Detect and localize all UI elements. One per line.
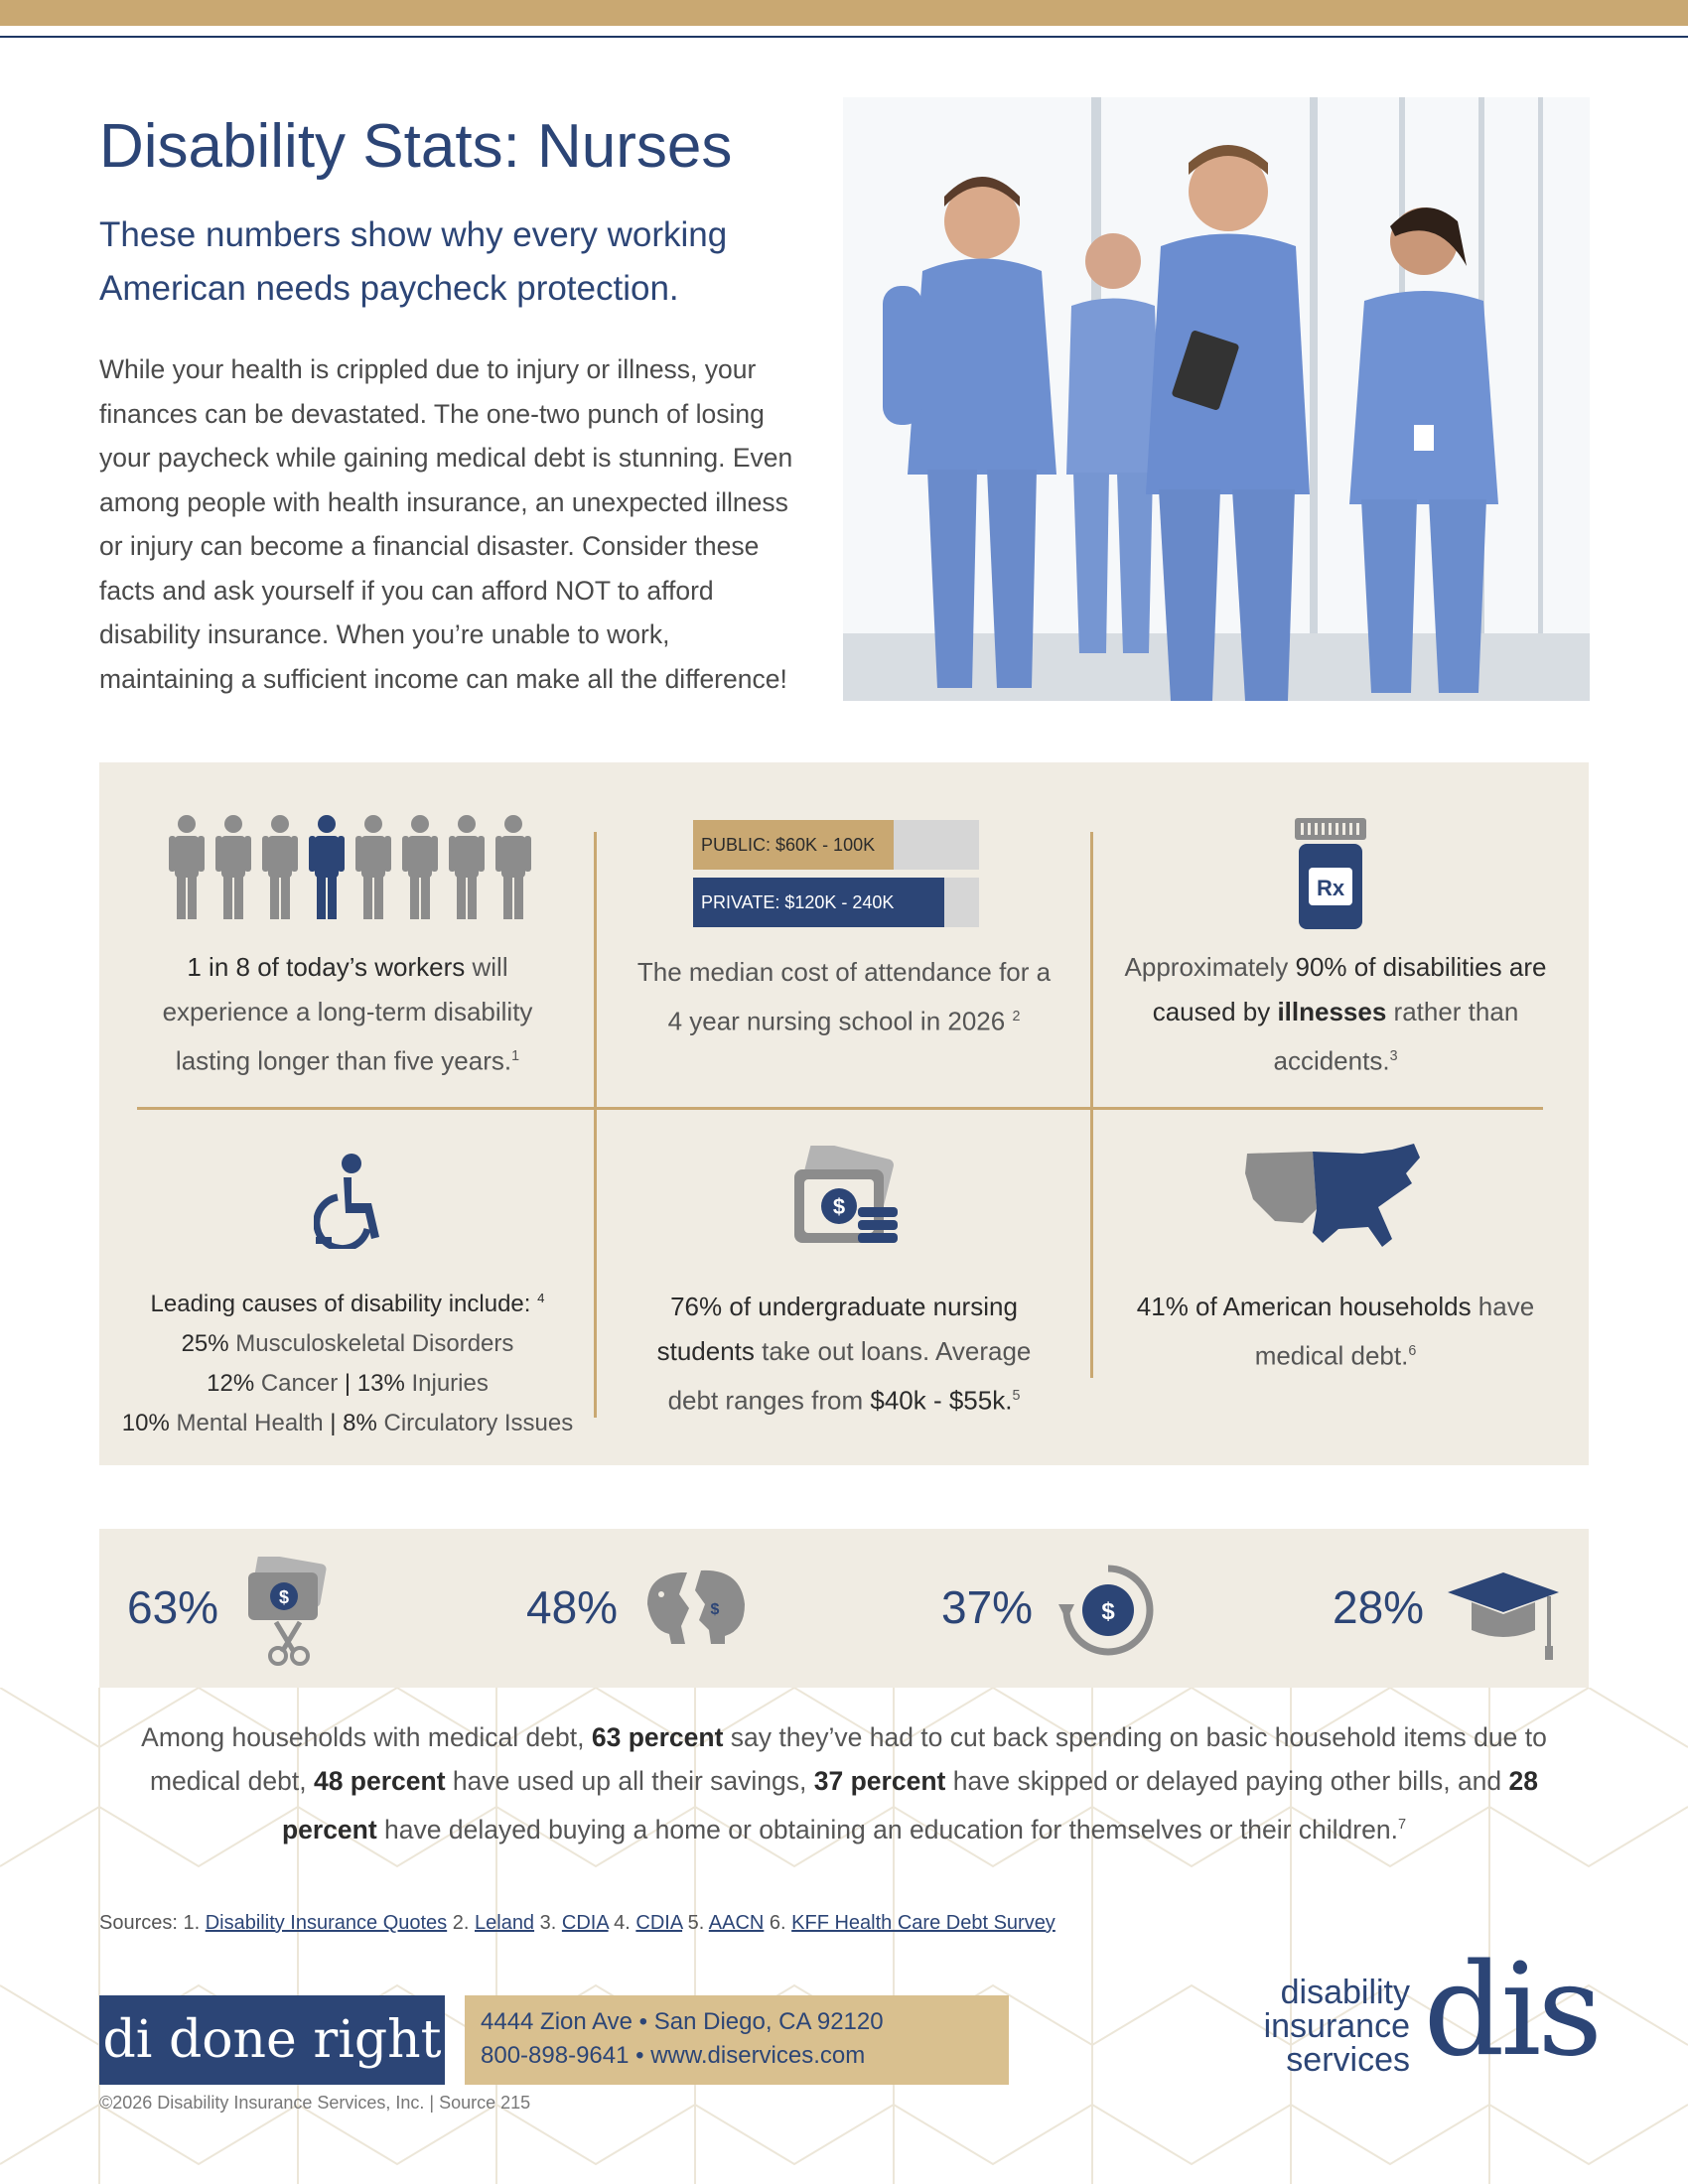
causes-3a-pct: 10% bbox=[121, 1410, 170, 1436]
money-scissors-icon bbox=[244, 1557, 334, 1668]
causes-2a-pct: 12% bbox=[207, 1370, 255, 1397]
causes-2b-pct: 13% bbox=[351, 1370, 405, 1397]
causes-2-sep: | bbox=[344, 1370, 352, 1397]
causes-3-sep: | bbox=[330, 1410, 337, 1436]
causes-3a-text: Mental Health bbox=[169, 1410, 331, 1436]
causes-heading-line bbox=[114, 1279, 581, 1324]
broken-piggy-bank-icon bbox=[641, 1565, 749, 1648]
copyright: ©2026 Disability Insurance Services, Inc. | Source 215 bbox=[99, 2093, 531, 2113]
panel-divider-v1 bbox=[594, 832, 597, 1418]
stat-causes-text bbox=[114, 1279, 581, 1443]
logo-line-1: disability bbox=[1280, 1974, 1410, 2011]
recurring-payment-icon bbox=[1058, 1561, 1158, 1660]
dis-logo bbox=[1241, 1937, 1599, 2095]
stat-debt-rest: have medical debt. bbox=[1254, 1292, 1535, 1371]
contact-box bbox=[465, 1995, 1009, 2085]
stat-debt-strong: 41% of American households bbox=[1136, 1292, 1472, 1321]
causes-line-2 bbox=[114, 1364, 581, 1404]
brand-tagline: di done right bbox=[99, 1995, 445, 2085]
panel-divider-h bbox=[137, 1107, 1543, 1110]
svg-text:$: $ bbox=[710, 1601, 720, 1618]
footnote-3: 3 bbox=[1389, 1048, 1398, 1064]
source-num-5: 5. bbox=[682, 1912, 705, 1934]
pct-48: 48% bbox=[526, 1581, 619, 1633]
pct-63: 63% bbox=[127, 1581, 219, 1633]
stat-loans-text bbox=[635, 1285, 1053, 1424]
phone-web-line[interactable]: 800-898-9641 • www.diservices.com bbox=[481, 2042, 866, 2069]
footnote-6: 6 bbox=[1408, 1343, 1417, 1359]
source-link-3[interactable]: CDIA bbox=[561, 1912, 609, 1934]
causes-2b-text: Injuries bbox=[404, 1370, 489, 1397]
causes-line-1 bbox=[114, 1324, 581, 1364]
stat-debt-text bbox=[1122, 1285, 1549, 1379]
causes-3b-text: Circulatory Issues bbox=[376, 1410, 574, 1436]
tuition-bar-public bbox=[693, 820, 979, 870]
footnote-1: 1 bbox=[511, 1048, 520, 1064]
logo-line-3: services bbox=[1286, 2041, 1410, 2079]
summary-t3: have used up all their savings, bbox=[445, 1766, 814, 1796]
footnote-5: 5 bbox=[1012, 1388, 1021, 1404]
summary-b3: 37 percent bbox=[813, 1766, 946, 1796]
stat-illness-strong2: illnesses bbox=[1277, 997, 1387, 1026]
footnote-4: 4 bbox=[537, 1291, 545, 1305]
logo-words bbox=[1264, 1976, 1410, 2077]
page-title: Disability Stats: Nurses bbox=[99, 112, 733, 181]
money-stack-icon bbox=[790, 1146, 902, 1253]
stat-loans-mid: take out loans. Average debt ranges from bbox=[667, 1336, 1032, 1416]
footnote-7: 7 bbox=[1397, 1817, 1407, 1833]
summary-t5: have delayed buying a home or obtaining an education for themselves or their children. bbox=[376, 1814, 1398, 1844]
address-line: 4444 Zion Ave • San Diego, CA 92120 bbox=[481, 2008, 884, 2035]
causes-2a-text: Cancer bbox=[254, 1370, 345, 1397]
workers-icon-row bbox=[169, 814, 536, 923]
summary-b1: 63 percent bbox=[591, 1722, 724, 1752]
stat-illness-rest: rather than accidents. bbox=[1273, 997, 1519, 1076]
causes-line-3 bbox=[114, 1404, 581, 1443]
source-link-5[interactable]: AACN bbox=[708, 1912, 765, 1934]
svg-text:$: $ bbox=[1101, 1598, 1115, 1625]
stat-illness-strong1: 90% of disabilities are caused by bbox=[1152, 952, 1547, 1026]
stat-illness-text bbox=[1122, 945, 1549, 1084]
pct-37: 37% bbox=[941, 1581, 1034, 1633]
sources-label: Sources: 1. bbox=[99, 1912, 201, 1934]
graduation-cap-icon bbox=[1446, 1569, 1561, 1664]
causes-1-text: Musculoskeletal Disorders bbox=[228, 1330, 514, 1357]
svg-text:$: $ bbox=[832, 1194, 846, 1219]
source-link-6[interactable]: KFF Health Care Debt Survey bbox=[791, 1912, 1055, 1934]
wheelchair-icon bbox=[314, 1154, 387, 1249]
top-accent-bar bbox=[0, 0, 1688, 26]
svg-text:$: $ bbox=[278, 1587, 290, 1607]
summary-b4: 28 percent bbox=[281, 1766, 1539, 1844]
summary-t4: have skipped or delayed paying other bills, and bbox=[945, 1766, 1509, 1796]
causes-3b-pct: 8% bbox=[336, 1410, 377, 1436]
top-divider-line bbox=[0, 36, 1688, 38]
stat-illness-pre: Approximately bbox=[1124, 952, 1296, 982]
causes-1-pct: 25% bbox=[181, 1330, 229, 1357]
us-map-icon bbox=[1243, 1144, 1422, 1253]
logo-line-2: insurance bbox=[1263, 2007, 1410, 2045]
stat-tuition-body: The median cost of attendance for a 4 year nursing school in 2026 bbox=[636, 957, 1052, 1036]
source-num-4: 4. bbox=[608, 1912, 631, 1934]
stat-loans-strong: 76% of undergraduate nursing students bbox=[656, 1292, 1018, 1366]
summary-b2: 48 percent bbox=[313, 1766, 446, 1796]
footnote-2: 2 bbox=[1012, 1009, 1021, 1024]
source-link-4[interactable]: CDIA bbox=[635, 1912, 683, 1934]
nurses-photo bbox=[843, 97, 1590, 701]
source-num-6: 6. bbox=[764, 1912, 786, 1934]
sources-line bbox=[99, 1912, 1055, 1935]
panel-divider-v2 bbox=[1090, 832, 1093, 1378]
prescription-bottle-icon bbox=[1293, 818, 1368, 931]
source-num-3: 3. bbox=[534, 1912, 557, 1934]
logo-mark: dis bbox=[1423, 1937, 1599, 2085]
tuition-public-label: PUBLIC: $60K - 100K bbox=[701, 835, 876, 855]
stat-tuition-text bbox=[635, 950, 1053, 1044]
svg-text:Rx: Rx bbox=[1316, 876, 1345, 900]
tuition-bar-private bbox=[693, 878, 979, 927]
source-num-2: 2. bbox=[447, 1912, 470, 1934]
summary-t2: say they’ve had to cut back spending on basic household items due to medical debt, bbox=[149, 1722, 1547, 1796]
stat-workers-text bbox=[139, 945, 556, 1084]
medical-debt-summary bbox=[99, 1715, 1589, 1851]
tuition-private-label: PRIVATE: $120K - 240K bbox=[701, 892, 895, 912]
stat-workers-rest: will experience a long-term disability lasting longer than five years. bbox=[162, 952, 533, 1076]
stat-loans-range: $40k - $55k. bbox=[870, 1385, 1013, 1416]
page-subtitle: These numbers show why every working American needs paycheck protection. bbox=[99, 215, 728, 308]
stat-workers-strong: 1 in 8 of today’s workers bbox=[187, 952, 466, 982]
source-link-1[interactable]: Disability Insurance Quotes bbox=[205, 1912, 448, 1934]
source-link-2[interactable]: Leland bbox=[475, 1912, 535, 1934]
intro-paragraph: While your health is crippled due to injury or illness, your finances can be devastated. The one-two punch of losing your paycheck while gaining medical debt is stunning. Even among people with health insurance, an unexpected illness or injury can become a financial disaster. Consider these facts and ask yourself if you can afford NOT to afford disability insurance. When you’re unable to work, maintaining a sufficient income can make all the difference! bbox=[99, 354, 793, 694]
causes-heading: Leading causes of disability include: bbox=[150, 1291, 531, 1317]
summary-t1: Among households with medical debt, bbox=[141, 1722, 592, 1752]
pct-28: 28% bbox=[1333, 1581, 1425, 1633]
